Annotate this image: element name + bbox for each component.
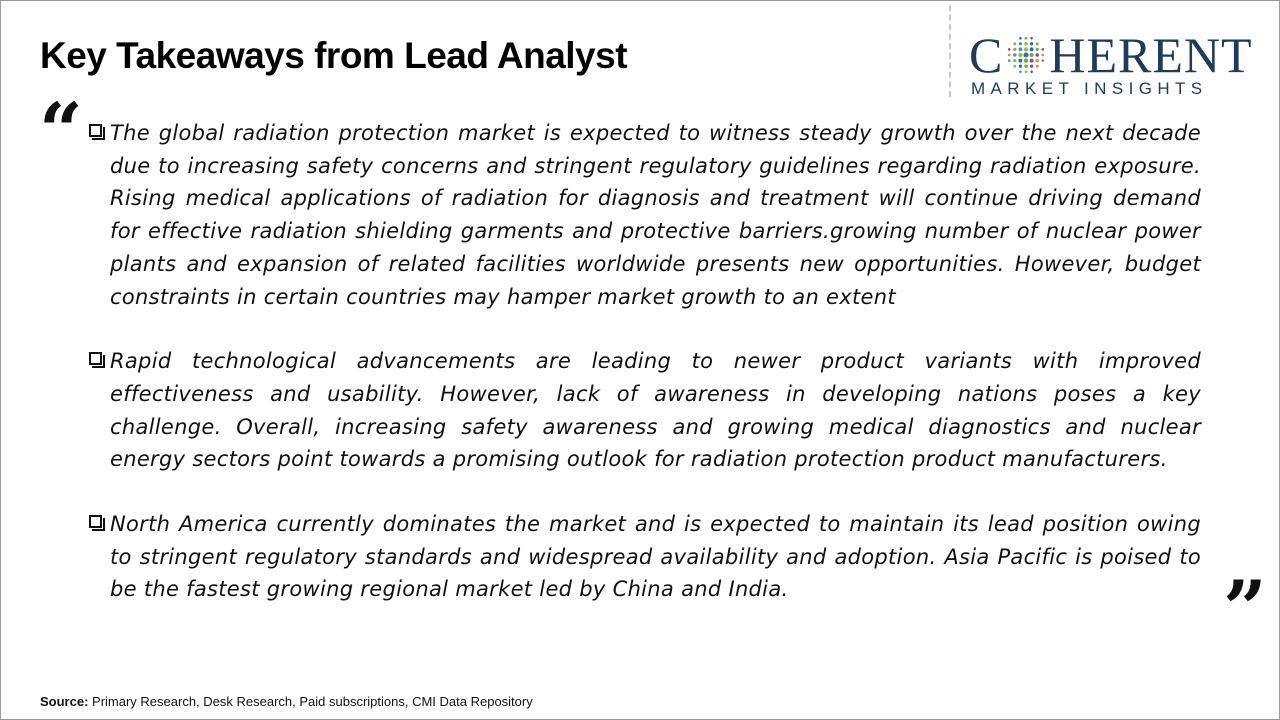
logo-dot	[1030, 59, 1034, 63]
list-item	[87, 508, 1201, 606]
logo-dot	[1036, 59, 1039, 62]
logo-dot	[1042, 59, 1045, 62]
logo-dot	[1030, 42, 1033, 45]
source-label: Source:	[40, 694, 89, 709]
logo-dot	[1019, 47, 1023, 51]
logo-dot	[1014, 59, 1017, 62]
source-text: Primary Research, Desk Research, Paid subscriptions, CMI Data Repository	[88, 694, 533, 709]
logo-dot	[1025, 70, 1028, 73]
company-logo	[969, 29, 1261, 99]
logo-dot	[1019, 53, 1023, 57]
logo-dot	[1030, 65, 1033, 68]
coherent-dot-globe-icon	[1005, 33, 1047, 77]
checkbox-bullet-icon	[89, 515, 102, 528]
logo-dot	[1024, 58, 1028, 62]
logo-dot	[1042, 54, 1045, 57]
logo-dot	[1031, 71, 1034, 74]
logo-dot	[1042, 48, 1045, 51]
takeaways-list	[87, 117, 1201, 606]
logo-dot	[1025, 37, 1028, 40]
open-quote-icon: “	[39, 86, 83, 175]
logo-wordmark	[969, 29, 1253, 81]
source-note	[40, 694, 533, 709]
logo-dot	[1013, 53, 1016, 56]
logo-word-left: C	[969, 27, 1004, 83]
header-divider	[949, 5, 951, 97]
logo-word-right: HERENT	[1049, 27, 1253, 83]
takeaway-text: The global radiation protection market is expected to witness steady growth over the next decade due to increasing safety concerns and stringent regulatory guidelines regarding radiation exposure. Rising medical applications of radiation for diagnosis and treatment will continue driving demand for effective radiation shielding garments and protective barriers.growing number of nuclear power plants and expansion of related facilities worldwide presents new opportunities. However, budget constraints in certain countries may hamper market growth to an extent	[110, 121, 1201, 309]
logo-dot	[1036, 65, 1039, 68]
takeaway-text: Rapid technological advancements are leading to newer product variants with improved effectiveness and usability. However, lack of awareness in developing nations poses a key challenge. Overall, increasing safety awareness and growing medical diagnostics and nuclear energy sectors point towards a promising outlook for radiation protection product manufacturers.	[110, 349, 1201, 472]
logo-dot	[1014, 42, 1017, 45]
page-title: Key Takeaways from Lead Analyst	[40, 35, 628, 76]
list-item	[87, 117, 1201, 313]
logo-dot	[1019, 42, 1022, 45]
logo-dot	[1008, 59, 1011, 62]
logo-dot	[1019, 71, 1022, 74]
logo-dot	[1014, 48, 1017, 51]
takeaway-text: North America currently dominates the market and is expected to maintain its lead position owing to stringent regulatory standards and widespread availability and adoption. Asia Pacific is poised to be the fastest growing regional market led by China and India.	[110, 512, 1201, 602]
logo-dot	[1030, 47, 1034, 51]
logo-dot	[1025, 64, 1028, 67]
logo-dot	[1008, 54, 1011, 57]
close-quote-icon: ”	[1223, 564, 1267, 653]
checkbox-bullet-icon	[89, 124, 102, 137]
logo-dot	[1014, 65, 1017, 68]
logo-dot	[1030, 53, 1034, 57]
logo-dot	[1019, 65, 1022, 68]
logo-dot	[1024, 47, 1028, 51]
logo-dot	[1019, 37, 1022, 40]
logo-dot	[1024, 53, 1029, 58]
list-item	[87, 345, 1201, 476]
logo-dot	[1036, 53, 1039, 56]
logo-dot	[1025, 42, 1028, 45]
logo-dot	[1008, 48, 1011, 51]
logo-dot	[1031, 37, 1034, 40]
logo-dot	[1019, 59, 1023, 63]
logo-dot	[1036, 48, 1039, 51]
logo-dot	[1036, 42, 1039, 45]
logo-subtitle: MARKET INSIGHTS	[971, 79, 1208, 98]
checkbox-bullet-icon	[89, 352, 102, 365]
